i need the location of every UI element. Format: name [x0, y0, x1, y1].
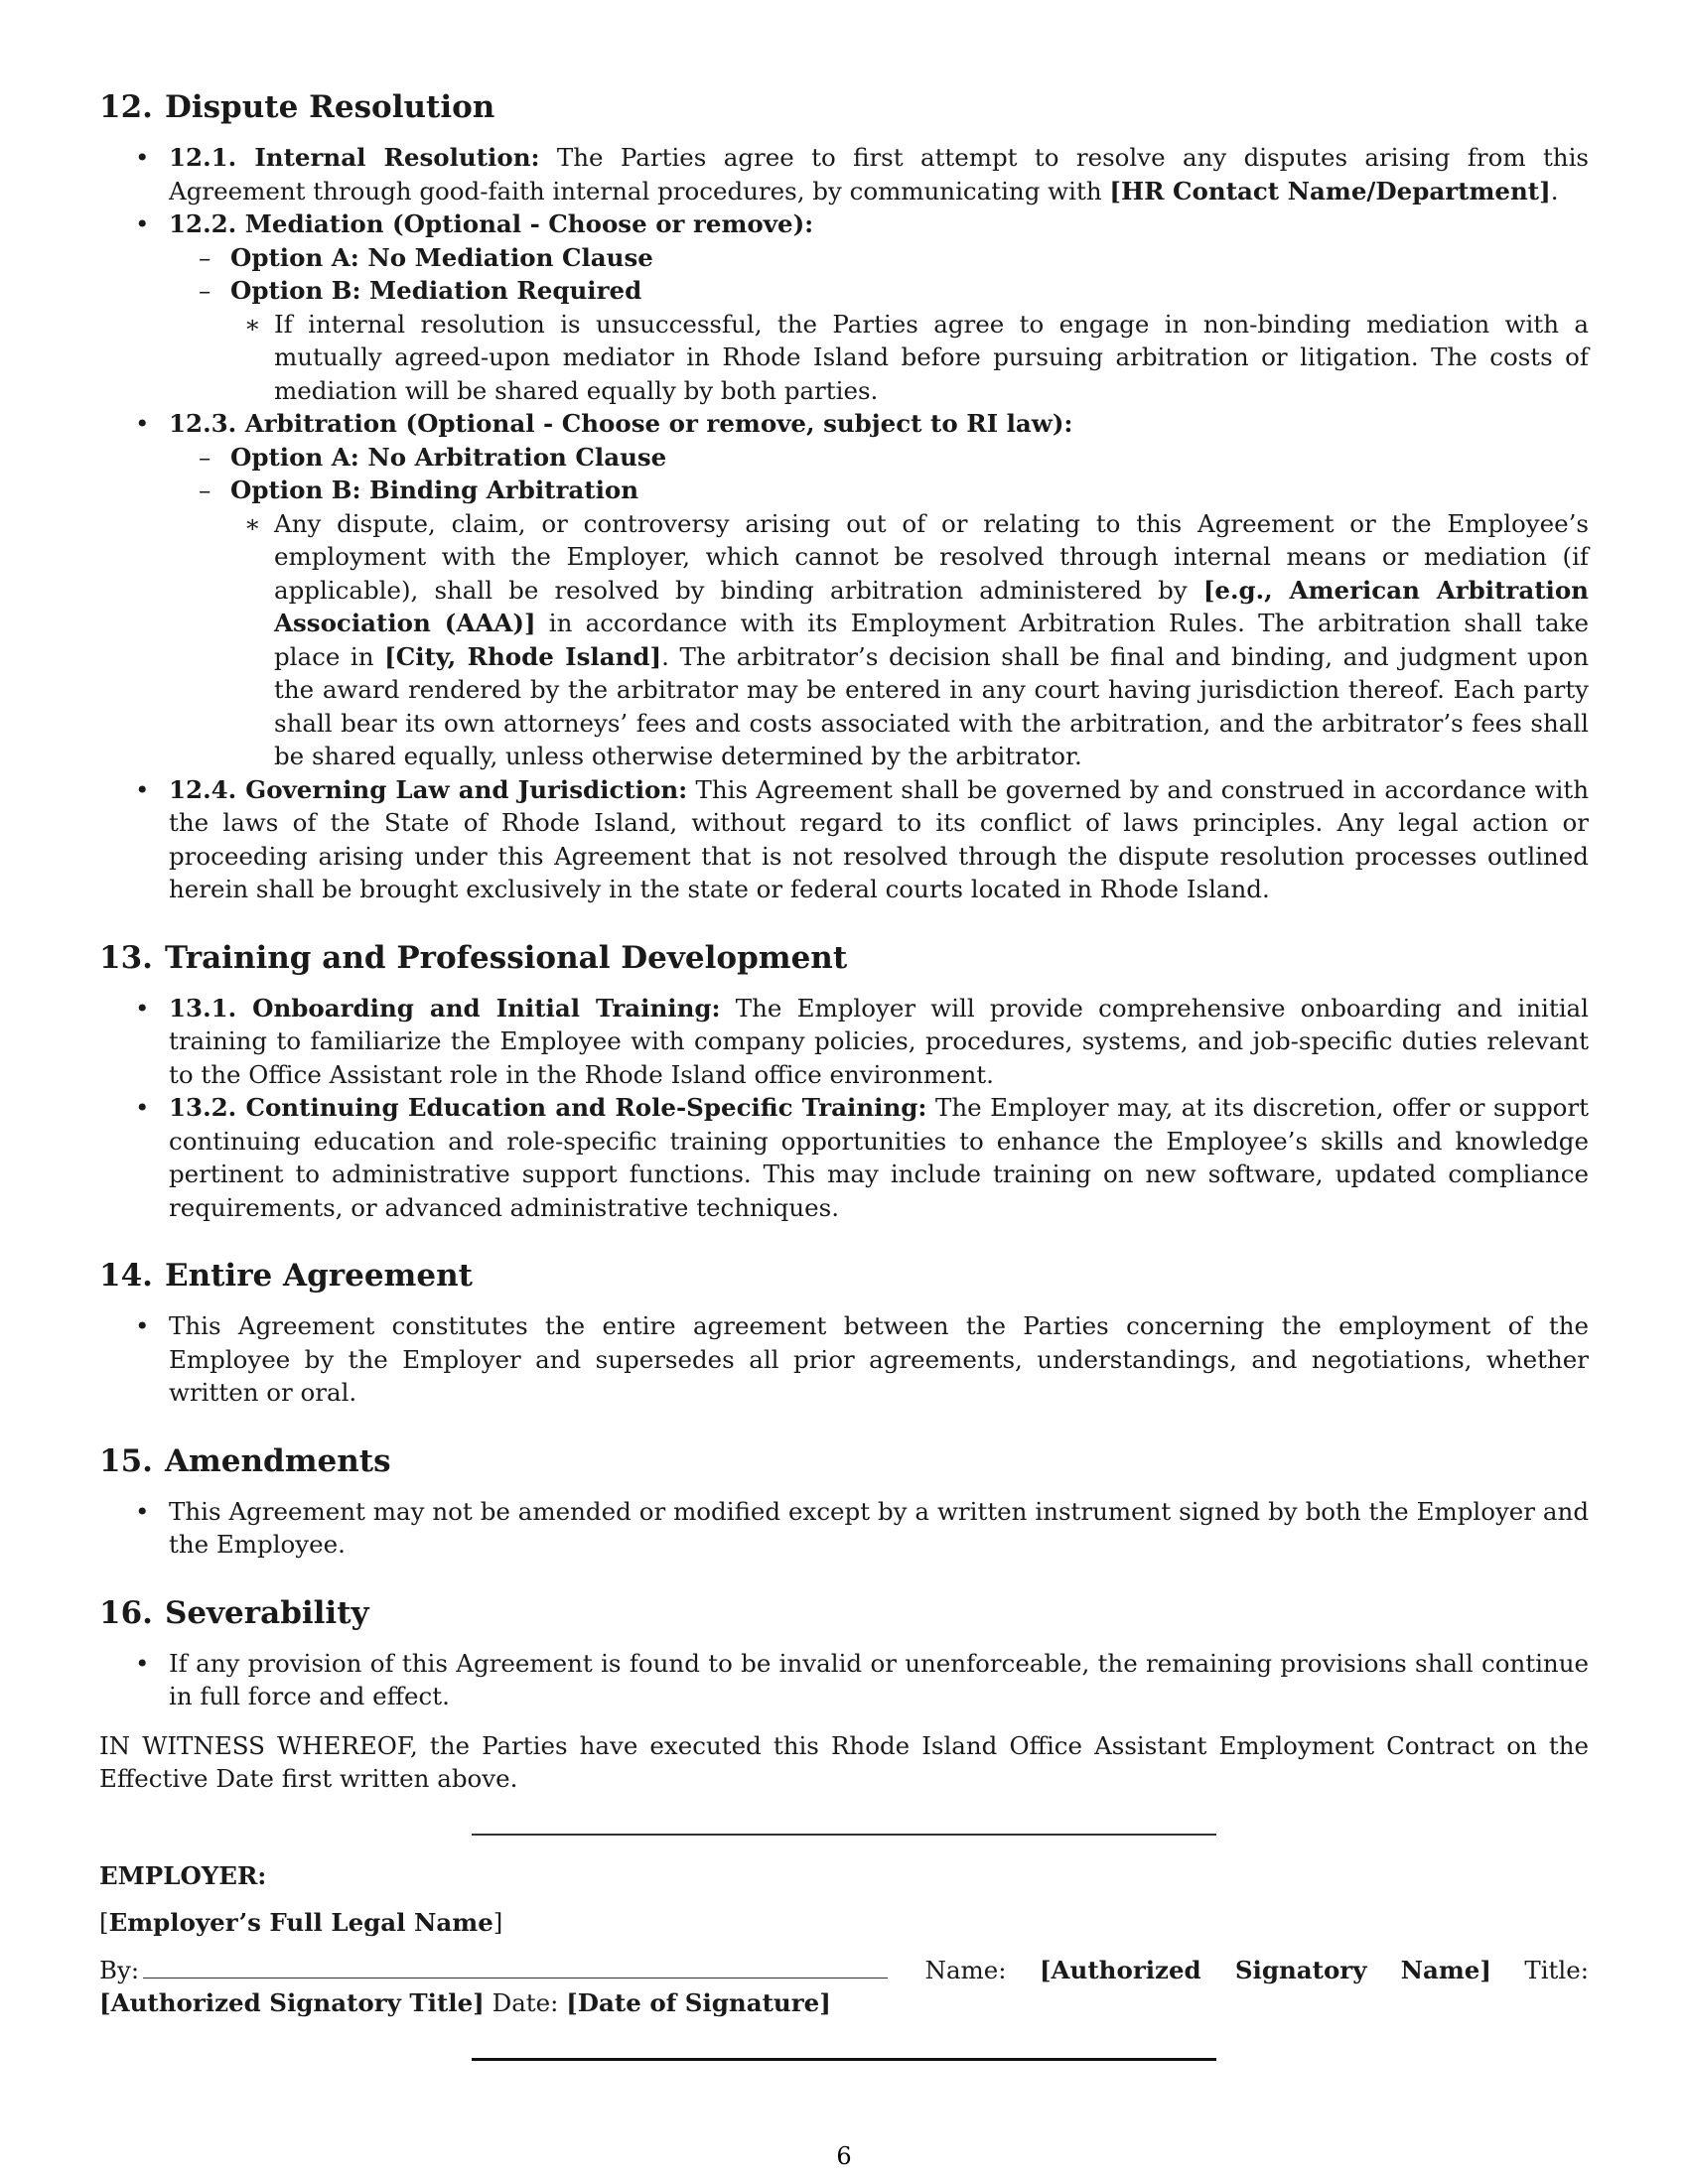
document-page	[99, 87, 1589, 2061]
bullet-list	[99, 1495, 1589, 1562]
bullet-list	[99, 992, 1589, 1225]
page-number: 6	[836, 2142, 852, 2170]
bullet-list	[99, 1309, 1589, 1410]
party-label: EMPLOYER:	[99, 1860, 267, 1890]
clause-12-4: • 12.4. Governing Law and Jurisdiction: This Agreement shall be governed by and construed in accordance with the laws of the State of Rhode Island, without regard to its conflict of laws principles. Any legal action or proceeding arising under this Agreement that is not resolved through the dispute resolution processes outlined herein shall be brought exclusively in the state or federal courts located in Rhode Island.	[99, 773, 1589, 906]
option-detail: ∗ Any dispute, claim, or controversy arising out of or relating to this Agreement or the Employee’s employment with the Employer, which cannot be resolved through internal means or mediation (if applicable), shall be resolved by binding arbitration administered by [e.g., American Arbitration Association (AAA)] in accordance with its Employment Arbitration Rules. The arbitration shall take place in [City, Rhode Island]. The arbitrator’s decision shall be final and binding, and judgment upon the award rendered by the arbitrator may be entered in any court having jurisdiction thereof. Each party shall bear its own attorneys’ fees and costs associated with the arbitration, and the arbitrator’s fees shall be shared equally, unless otherwise determined by the arbitrator.	[230, 507, 1589, 773]
clause-12-1: • 12.1. Internal Resolution: The Parties agree to first attempt to resolve any disputes arising from this Agreement through good-faith internal procedures, by communicating with [HR Contact Name/Department].	[99, 141, 1589, 207]
signature-block: By: Name: [Authorized Signatory Name] Title: [Authorized Signatory Title] Date: [Date of Signature]	[99, 1955, 1589, 2017]
employer-name: [Employer’s Full Legal Name]	[99, 1908, 503, 1937]
bullet-list	[99, 141, 1589, 906]
section-heading: 13. Training and Professional Development	[99, 939, 848, 976]
clause-12-2: • 12.2. Mediation (Optional - Choose or remove): – Option A: No Mediation Clause – Option B: Mediation Required ∗ If internal resolution is unsuccessful, the Parties agree to engage in non-binding mediation with a mutually agreed-upon mediator in Rhode Island before pursuing arbitration or litigation. The costs of mediation will be shared equally by both parties.	[99, 207, 1589, 407]
bullet-list	[99, 1647, 1589, 1713]
section-14	[99, 1256, 1589, 1410]
option-item: – Option B: Binding Arbitration ∗ Any dispute, claim, or controversy arising out of or relating to this Agreement or the Employee’s employment with the Employer, which cannot be resolved through internal means or mediation (if applicable), shall be resolved by binding arbitration administered by [e.g., American Arbitration Association (AAA)] in accordance with its Employment Arbitration Rules. The arbitration shall take place in [City, Rhode Island]. The arbitrator’s decision shall be final and binding, and judgment upon the award rendered by the arbitrator may be entered in any court having jurisdiction thereof. Each party shall bear its own attorneys’ fees and costs associated with the arbitration, and the arbitrator’s fees shall be shared equally, unless otherwise determined by the arbitrator.	[169, 474, 1589, 773]
section-heading: 14. Entire Agreement	[99, 1258, 473, 1294]
section-15	[99, 1441, 1589, 1562]
section-heading: 12. Dispute Resolution	[99, 89, 495, 125]
section-16	[99, 1593, 1589, 1713]
clause-text: • If any provision of this Agreement is found to be invalid or unenforceable, the remaining provisions shall continue in full force and effect.	[99, 1647, 1589, 1713]
signature-divider	[472, 2058, 1216, 2061]
option-item: – Option B: Mediation Required ∗ If internal resolution is unsuccessful, the Parties agree to engage in non-binding mediation with a mutually agreed-upon mediator in Rhode Island before pursuing arbitration or litigation. The costs of mediation will be shared equally by both parties.	[169, 274, 1589, 407]
clause-text: • This Agreement constitutes the entire agreement between the Parties concerning the employment of the Employee by the Employer and supersedes all prior agreements, understandings, and negotiations, whether written or oral.	[99, 1309, 1589, 1410]
clause-13-2: • 13.2. Continuing Education and Role-Specific Training: The Employer may, at its discretion, offer or support continuing education and role-specific training opportunities to enhance the Employee’s skills and knowledge pertinent to administrative support functions. This may include training on new software, updated compliance requirements, or advanced administrative techniques.	[99, 1091, 1589, 1224]
section-heading: 16. Severability	[99, 1594, 369, 1631]
section-heading: 15. Amendments	[99, 1442, 391, 1479]
signature-divider	[472, 1834, 1216, 1836]
section-13	[99, 938, 1589, 1225]
clause-13-1: • 13.1. Onboarding and Initial Training: The Employer will provide comprehensive onboarding and initial training to familiarize the Employee with company policies, procedures, systems, and job-specific duties relevant to the Office Assistant role in the Rhode Island office environment.	[99, 992, 1589, 1092]
signature-line[interactable]	[143, 1954, 888, 1979]
clause-text: • This Agreement may not be amended or modified except by a written instrument signed by both the Employer and the Employee.	[99, 1495, 1589, 1562]
section-12	[99, 87, 1589, 906]
witness-paragraph: IN WITNESS WHEREOF, the Parties have executed this Rhode Island Office Assistant Employment Contract on the Effective Date first written above.	[99, 1730, 1589, 1793]
option-item: – Option A: No Arbitration Clause	[169, 441, 1589, 475]
clause-12-3: • 12.3. Arbitration (Optional - Choose or remove, subject to RI law): – Option A: No Arbitration Clause – Option B: Binding Arbitration ∗ Any dispute, claim, or controversy arising out of or relating to this Agreement or the Employee’s employment with the Employer, which cannot be resolved through internal means or mediation (if applicable), shall be resolved by binding arbitration administered by [e.g., American Arbitration Association (AAA)] in accordance with its Employment Arbitration Rules. The arbitration shall take place in [City, Rhode Island]. The arbitrator’s decision shall be final and binding, and judgment upon the award rendered by the arbitrator may be entered in any court having jurisdiction thereof. Each party shall bear its own attorneys’ fees and costs associated with the arbitration, and the arbitrator’s fees shall be shared equally, unless otherwise determined by the arbitrator.	[99, 407, 1589, 773]
option-detail: ∗ If internal resolution is unsuccessful, the Parties agree to engage in non-binding mediation with a mutually agreed-upon mediator in Rhode Island before pursuing arbitration or litigation. The costs of mediation will be shared equally by both parties.	[230, 308, 1589, 408]
option-item: – Option A: No Mediation Clause	[169, 241, 1589, 275]
